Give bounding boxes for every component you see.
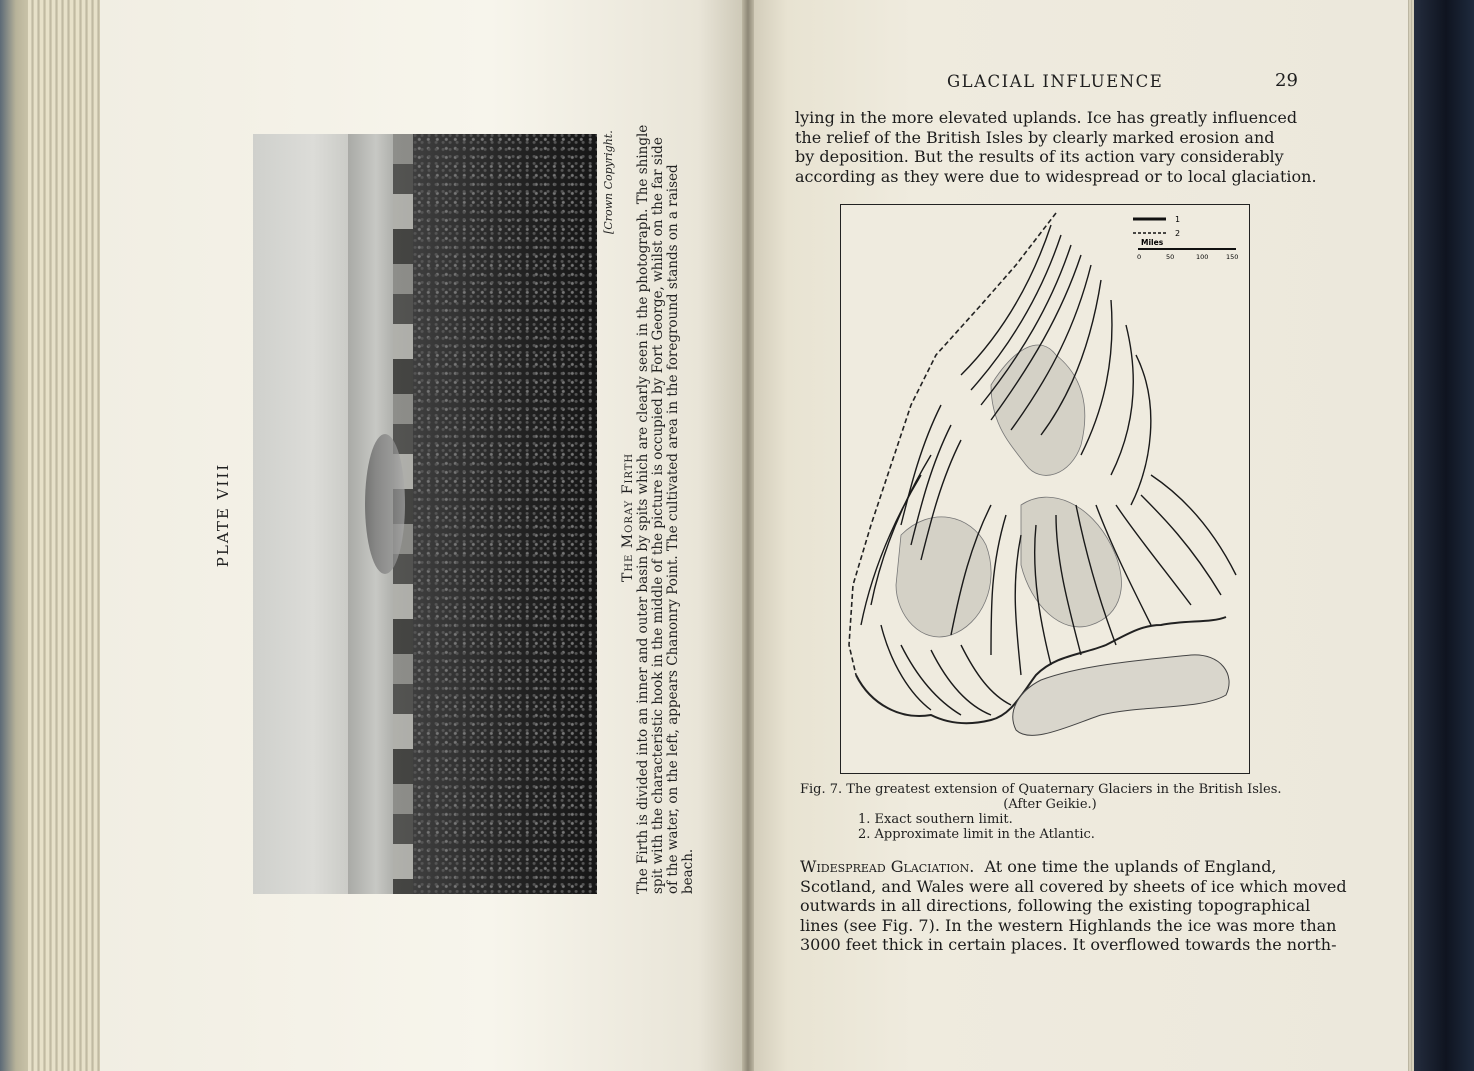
land-england bbox=[1021, 497, 1121, 627]
running-head: GLACIAL INFLUENCE bbox=[947, 72, 1164, 91]
text-fragment: At one time the uplands of England, bbox=[984, 857, 1277, 876]
scale-title: Miles bbox=[1141, 238, 1164, 247]
scale-tick: 150 bbox=[1226, 253, 1239, 261]
text-line bbox=[800, 857, 1300, 877]
caption-line: spit with the characteristic hook in the middle of the picture is occupied by Fort George, whilst on the far side bbox=[650, 137, 666, 894]
page-edges-left bbox=[28, 0, 108, 1071]
glacier-map bbox=[841, 205, 1249, 773]
text-line: the relief of the British Isles by clearly marked erosion and bbox=[795, 127, 1275, 147]
scale-tick: 100 bbox=[1196, 253, 1209, 261]
text-line: 3000 feet thick in certain places. It overflowed towards the north- bbox=[800, 935, 1337, 954]
glacier-map-figure bbox=[840, 204, 1250, 774]
text-line: outwards in all directions, following the existing topographical bbox=[800, 896, 1311, 915]
photo-spit bbox=[365, 434, 405, 574]
text-line: lines (see Fig. 7). In the western Highlands the ice was more than bbox=[800, 915, 1337, 935]
scale-tick: 0 bbox=[1137, 253, 1142, 261]
caption-line: beach. bbox=[680, 848, 696, 894]
text-line: by deposition. But the results of its action vary considerably bbox=[795, 147, 1284, 166]
scale-tick: 50 bbox=[1166, 253, 1175, 261]
figure-caption bbox=[800, 782, 1300, 842]
caption-line: of the water, on the left, appears Chanonry Point. The cultivated area in the foreground stands on a raised bbox=[665, 164, 681, 894]
legend-label-1: 1 bbox=[1175, 215, 1181, 224]
section-heading: Widespread Glaciation. bbox=[800, 857, 975, 876]
land-ireland bbox=[896, 517, 991, 637]
land-scotland bbox=[991, 345, 1085, 475]
paragraph-widespread-glaciation bbox=[800, 857, 1347, 955]
plate-label: PLATE VIII bbox=[214, 462, 232, 568]
plate-caption-title: The Moray Firth bbox=[620, 452, 636, 582]
figure-caption-line: Fig. 7. The greatest extension of Quaternary Glaciers in the British Isles. bbox=[800, 782, 1282, 797]
caption-line: The Firth is divided into an inner and outer basin by spits which are clearly seen in the photograph. The shingle bbox=[635, 124, 651, 894]
figure-legend-item: 2. Approximate limit in the Atlantic. bbox=[858, 827, 1095, 842]
book-cover-right bbox=[1404, 0, 1474, 1071]
paragraph-intro bbox=[795, 108, 1317, 186]
text-line: Scotland, and Wales were all covered by sheets of ice which moved bbox=[800, 876, 1347, 896]
text-line: lying in the more elevated uplands. Ice has greatly influenced bbox=[795, 108, 1298, 127]
page-number: 29 bbox=[1275, 70, 1298, 91]
moray-firth-photograph bbox=[253, 134, 597, 894]
book-gutter bbox=[742, 0, 754, 1071]
figure-legend-item: 1. Exact southern limit. bbox=[858, 812, 1013, 827]
text-line: according as they were due to widespread or to local glaciation. bbox=[795, 166, 1317, 186]
photo-copyright: [Crown Copyright. bbox=[602, 130, 615, 234]
figure-caption-source: (After Geikie.) bbox=[1003, 797, 1097, 812]
legend-label-2: 2 bbox=[1175, 229, 1181, 238]
photo-foreground bbox=[413, 134, 597, 894]
plate-caption-body bbox=[635, 124, 696, 894]
